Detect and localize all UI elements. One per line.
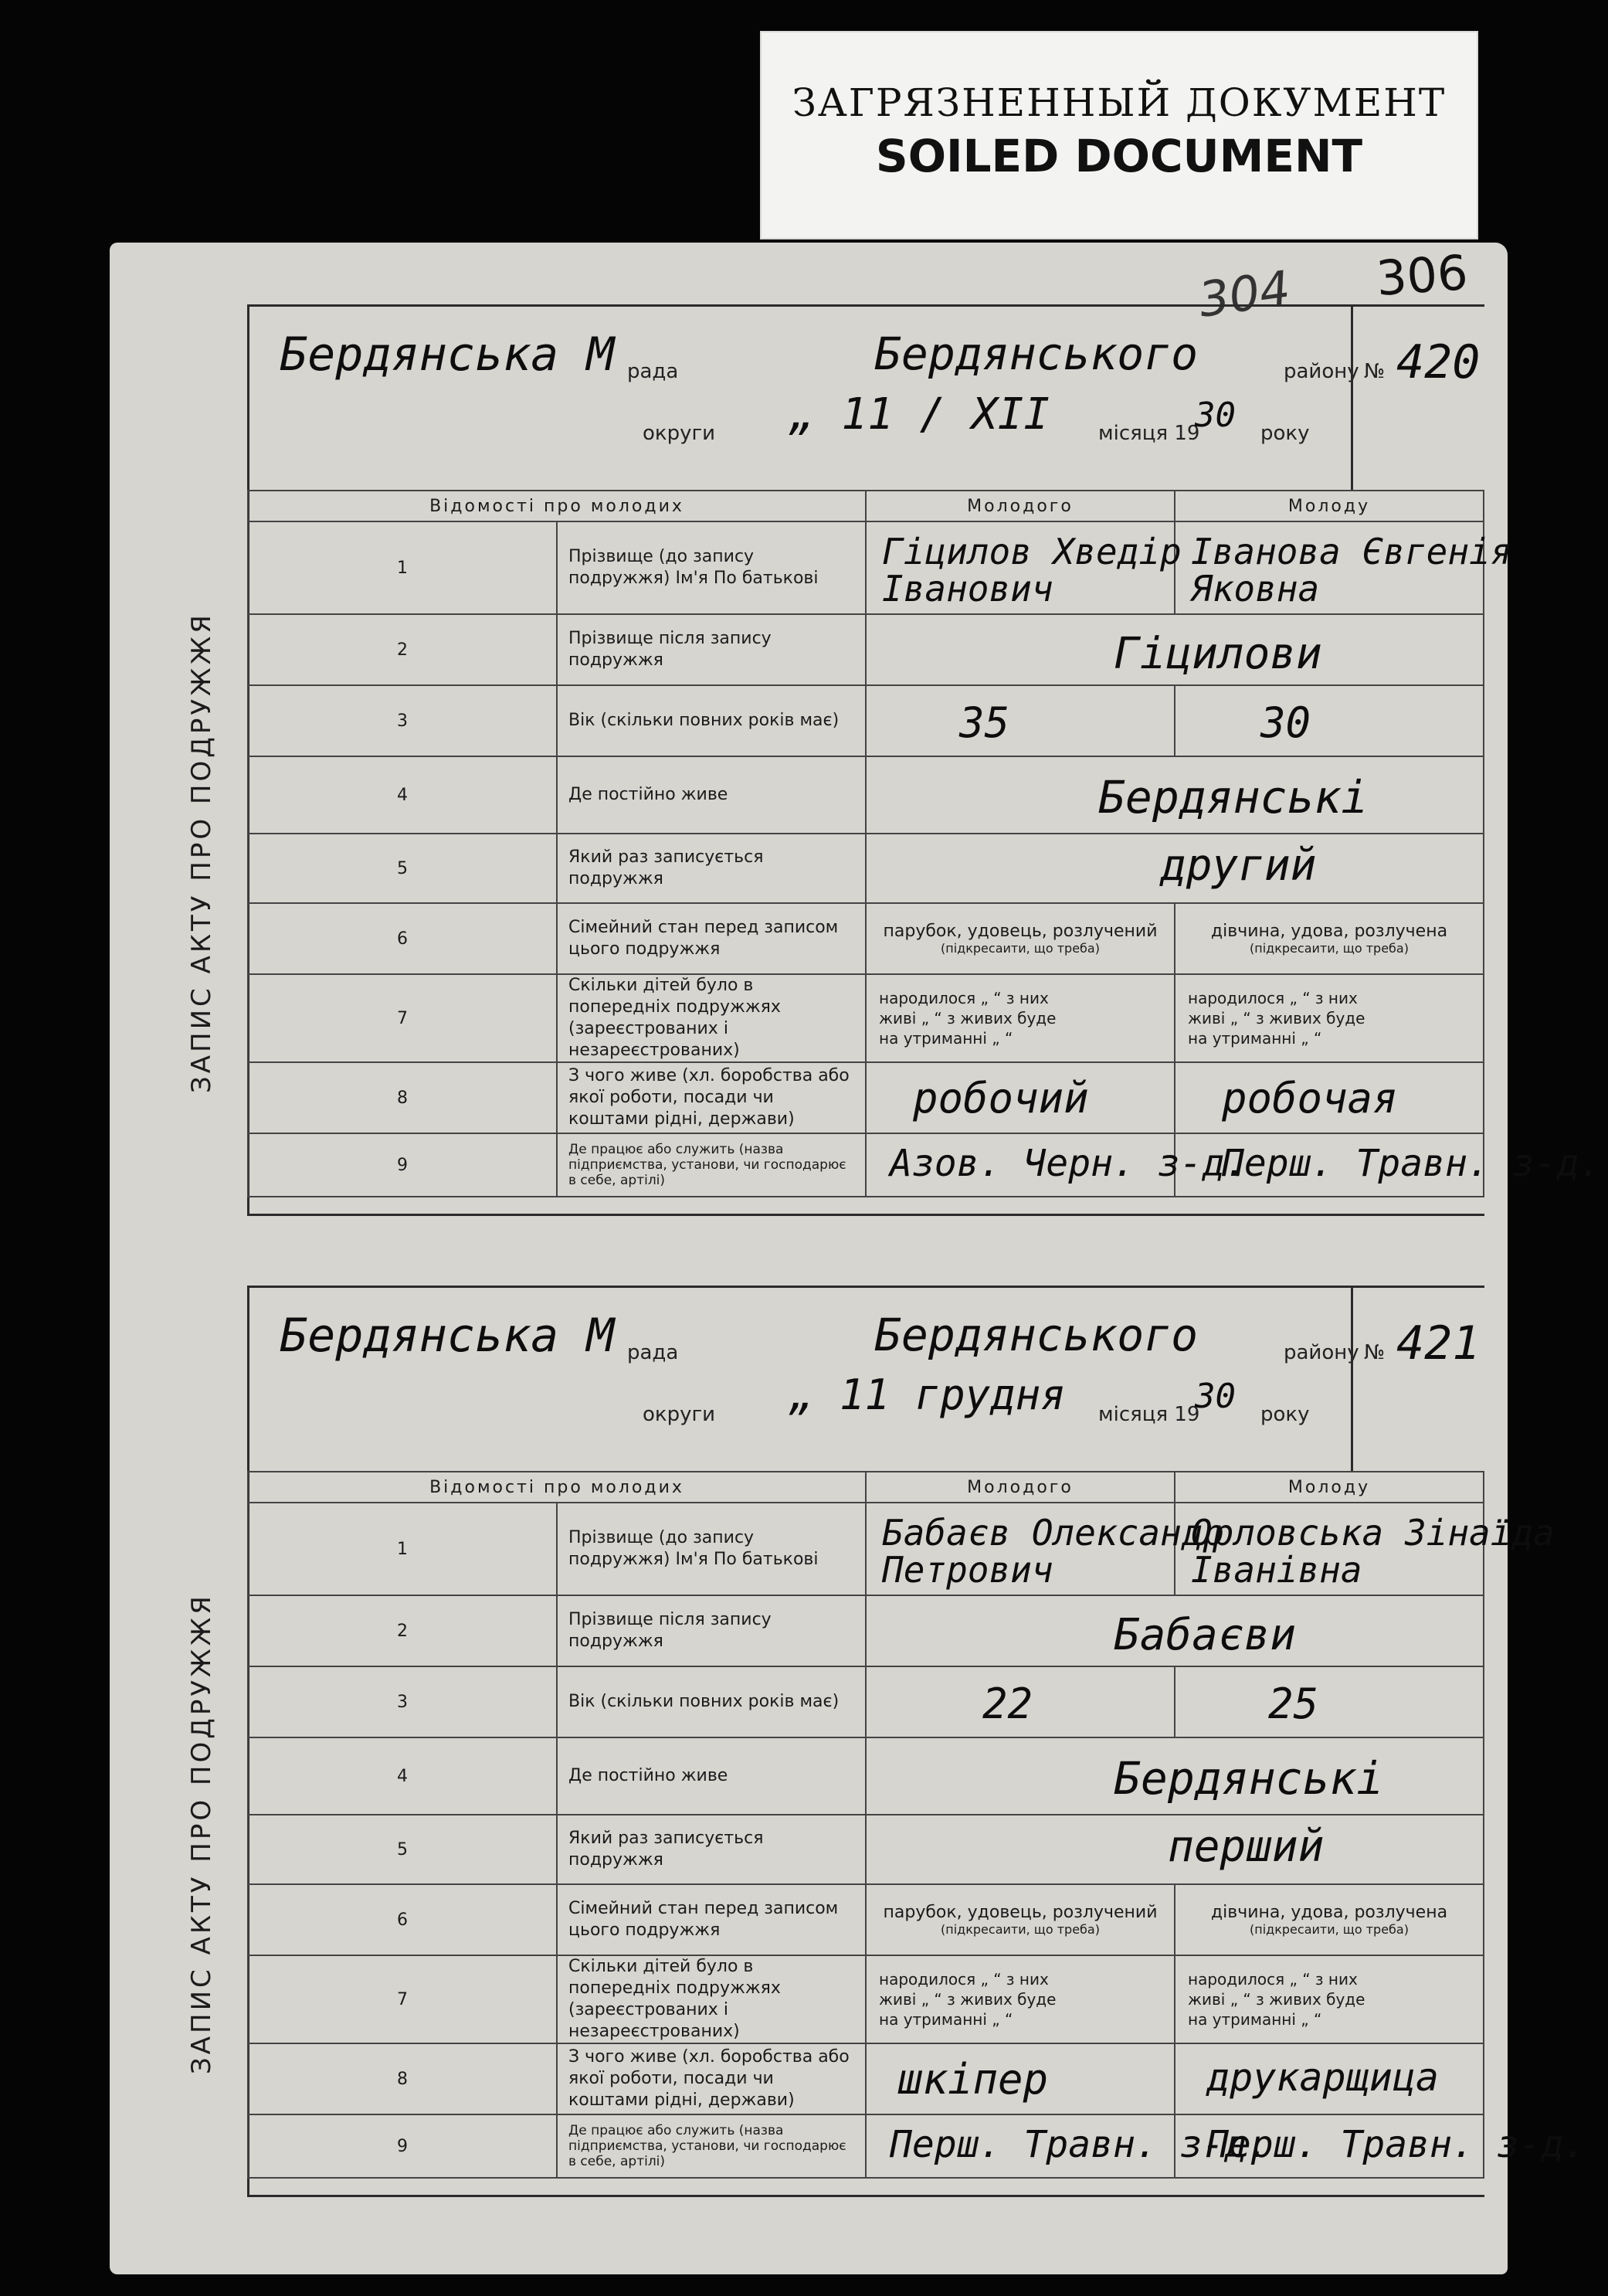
children-born: народилося „ “ з них — [879, 1970, 1049, 1989]
row-question: Де працює або служить (назва підприємства, установи, чи господарює в себе, артілі) — [557, 2114, 866, 2178]
rada-label: рада — [627, 360, 679, 383]
strike-note: (підкресаити, що треба) — [941, 1922, 1100, 1937]
children-dependent: на утриманні „ “ — [879, 1029, 1013, 1048]
groom-status-options: парубок, удовець, розлучений — [883, 922, 1158, 941]
bride-occupation: друкарщица — [1206, 2055, 1440, 2100]
children-dependent: на утриманні „ “ — [1188, 1029, 1322, 1048]
row-number: 7 — [248, 1955, 557, 2043]
groom-occupation: шкіпер — [897, 2055, 1049, 2104]
children-alive: живі „ “ з живих буде — [879, 1990, 1057, 2009]
row-question: Прізвище після запису подружжя — [557, 1595, 866, 1666]
number-label: № — [1364, 360, 1386, 383]
groom-name: Гіцилов Хведір Іванович — [882, 531, 1182, 610]
okrugy-label: округи — [643, 422, 716, 445]
marriage-record-1 — [156, 304, 1602, 1216]
row-number: 2 — [248, 1595, 557, 1666]
rada-handwritten: Бердянська М — [280, 328, 615, 382]
row-number: 5 — [248, 1815, 557, 1884]
row-number: 6 — [248, 1884, 557, 1955]
row-number: 6 — [248, 903, 557, 974]
bride-occupation: робочая — [1222, 1074, 1398, 1123]
side-title: ЗАПИС АКТУ ПРО ПОДРУЖЖЯ — [186, 612, 217, 1094]
row-number: 1 — [248, 521, 557, 614]
row-question: Сімейний стан перед записом цього подружжя — [557, 1884, 866, 1955]
record-number: 421 — [1396, 1316, 1481, 1370]
groom-workplace: Азов. Черн. з-д. — [890, 1142, 1247, 1185]
bride-age: 30 — [1260, 698, 1311, 747]
strike-note: (підкресаити, що треба) — [941, 941, 1100, 956]
row-number: 8 — [248, 1062, 557, 1133]
row-question: Прізвище після запису подружжя — [557, 614, 866, 685]
row-question: Де постійно живе — [557, 1737, 866, 1815]
groom-age: 35 — [959, 698, 1010, 747]
col-bride-header: Молоду — [1175, 491, 1484, 521]
side-title: ЗАПИС АКТУ ПРО ПОДРУЖЖЯ — [186, 1593, 217, 2075]
rayon-handwritten: Бердянського — [874, 1309, 1199, 1361]
surname-after: Бабаєви — [1114, 1610, 1297, 1660]
row-question: Де постійно живе — [557, 756, 866, 834]
bride-status-options: дівчина, удова, розлучена — [1210, 922, 1448, 941]
children-born: народилося „ “ з них — [1188, 1970, 1358, 1989]
row-question: Який раз записується подружжя — [557, 834, 866, 903]
bride-age: 25 — [1268, 1680, 1319, 1728]
bride-workplace: Перш. Травн. з-д. — [1206, 2123, 1586, 2166]
row-question: Який раз записується подружжя — [557, 1815, 866, 1884]
row-number: 1 — [248, 1503, 557, 1595]
rada-label: рада — [627, 1341, 679, 1364]
residence: Бердянські — [1114, 1752, 1384, 1805]
marriage-count: перший — [1168, 1822, 1325, 1872]
marriage-count: другий — [1160, 841, 1317, 891]
soiled-document-stamp — [760, 31, 1478, 239]
number-label: № — [1364, 1341, 1386, 1364]
col-groom-header: Молодого — [866, 491, 1175, 521]
record-table — [247, 490, 1602, 1197]
year-handwritten: 30 — [1195, 1377, 1236, 1416]
row-question: Скільки дітей було в попередніх подружжях (зареєстрованих і незареєстрованих) — [557, 974, 866, 1062]
children-alive: живі „ “ з живих буде — [879, 1009, 1057, 1027]
row-number: 3 — [248, 685, 557, 756]
children-alive: живі „ “ з живих буде — [1188, 1990, 1365, 2009]
row-question: З чого живе (хл. боробства або якої роботи, посади чи коштами рідні, держави) — [557, 1062, 866, 1133]
rada-handwritten: Бердянська М — [280, 1309, 615, 1363]
record-header — [264, 1286, 1484, 1471]
rayonu-label: району — [1284, 360, 1359, 383]
register-page — [110, 243, 1602, 2274]
row-number: 3 — [248, 1666, 557, 1737]
year-handwritten: 30 — [1195, 396, 1236, 435]
stamp-line-russian: ЗАГРЯЗНЕННЫЙ ДОКУМЕНТ — [792, 80, 1447, 125]
col-groom-header: Молодого — [866, 1472, 1175, 1503]
row-number: 9 — [248, 2114, 557, 2178]
roku-label: року — [1260, 1403, 1310, 1426]
misyatsya-label: місяця 19 — [1098, 422, 1200, 445]
bride-workplace: Перш. Травн. з-д. — [1222, 1142, 1602, 1185]
row-question: Прізвище (до запису подружжя) Ім'я По батькові — [557, 521, 866, 614]
row-number: 2 — [248, 614, 557, 685]
archive-number-first: 304 — [1195, 260, 1294, 328]
roku-label: року — [1260, 422, 1310, 445]
bride-name: Орловська Зінаїда Іванівна — [1191, 1512, 1555, 1591]
row-number: 9 — [248, 1133, 557, 1197]
marriage-record-2 — [156, 1286, 1586, 2197]
record-header — [264, 304, 1484, 490]
residence: Бердянські — [1098, 771, 1369, 824]
row-number: 8 — [248, 2043, 557, 2114]
row-number: 5 — [248, 834, 557, 903]
children-born: народилося „ “ з них — [1188, 989, 1358, 1007]
children-alive: живі „ “ з живих буде — [1188, 1009, 1365, 1027]
stamp-line-english: SOILED DOCUMENT — [875, 130, 1363, 182]
record-number-box — [1351, 304, 1484, 490]
row-question: Прізвище (до запису подружжя) Ім'я По батькові — [557, 1503, 866, 1595]
groom-age: 22 — [982, 1680, 1033, 1728]
row-number: 7 — [248, 974, 557, 1062]
strike-note: (підкресаити, що треба) — [1250, 1922, 1409, 1937]
row-number: 4 — [248, 1737, 557, 1815]
bride-name: Іванова Євгенія Яковна — [1191, 531, 1512, 610]
bride-status-options: дівчина, удова, розлучена — [1210, 1903, 1448, 1922]
record-number-box — [1351, 1286, 1484, 1471]
children-dependent: на утриманні „ “ — [1188, 2010, 1322, 2029]
date-handwritten: „ 11 / XII — [789, 389, 1050, 440]
children-dependent: на утриманні „ “ — [879, 2010, 1013, 2029]
archive-number-second: 306 — [1374, 243, 1470, 307]
surname-after: Гіцилови — [1114, 629, 1322, 679]
groom-status-options: парубок, удовець, розлучений — [883, 1903, 1158, 1922]
row-number: 4 — [248, 756, 557, 834]
record-number: 420 — [1396, 335, 1481, 389]
row-question: З чого живе (хл. боробства або якої роботи, посади чи коштами рідні, держави) — [557, 2043, 866, 2114]
row-question: Вік (скільки повних років має) — [557, 1666, 866, 1737]
col-bride-header: Молоду — [1175, 1472, 1484, 1503]
strike-note: (підкресаити, що треба) — [1250, 941, 1409, 956]
rayon-handwritten: Бердянського — [874, 328, 1199, 380]
record-table — [247, 1471, 1586, 2179]
row-question: Де працює або служить (назва підприємства, установи, чи господарює в себе, артілі) — [557, 1133, 866, 1197]
groom-occupation: робочий — [913, 1074, 1089, 1123]
row-question: Вік (скільки повних років має) — [557, 685, 866, 756]
children-born: народилося „ “ з них — [879, 989, 1049, 1007]
rayonu-label: району — [1284, 1341, 1359, 1364]
okrugy-label: округи — [643, 1403, 716, 1426]
groom-name: Бабаєв Олександр Петрович — [882, 1512, 1225, 1591]
row-question: Скільки дітей було в попередніх подружжях (зареєстрованих і незареєстрованих) — [557, 1955, 866, 2043]
col-info-header: Відомості про молодих — [248, 491, 866, 521]
groom-workplace: Перш. Травн. з-д. — [890, 2123, 1270, 2166]
col-info-header: Відомості про молодих — [248, 1472, 866, 1503]
misyatsya-label: місяця 19 — [1098, 1403, 1200, 1426]
date-handwritten: „ 11 грудня — [789, 1370, 1066, 1419]
row-question: Сімейний стан перед записом цього подружжя — [557, 903, 866, 974]
